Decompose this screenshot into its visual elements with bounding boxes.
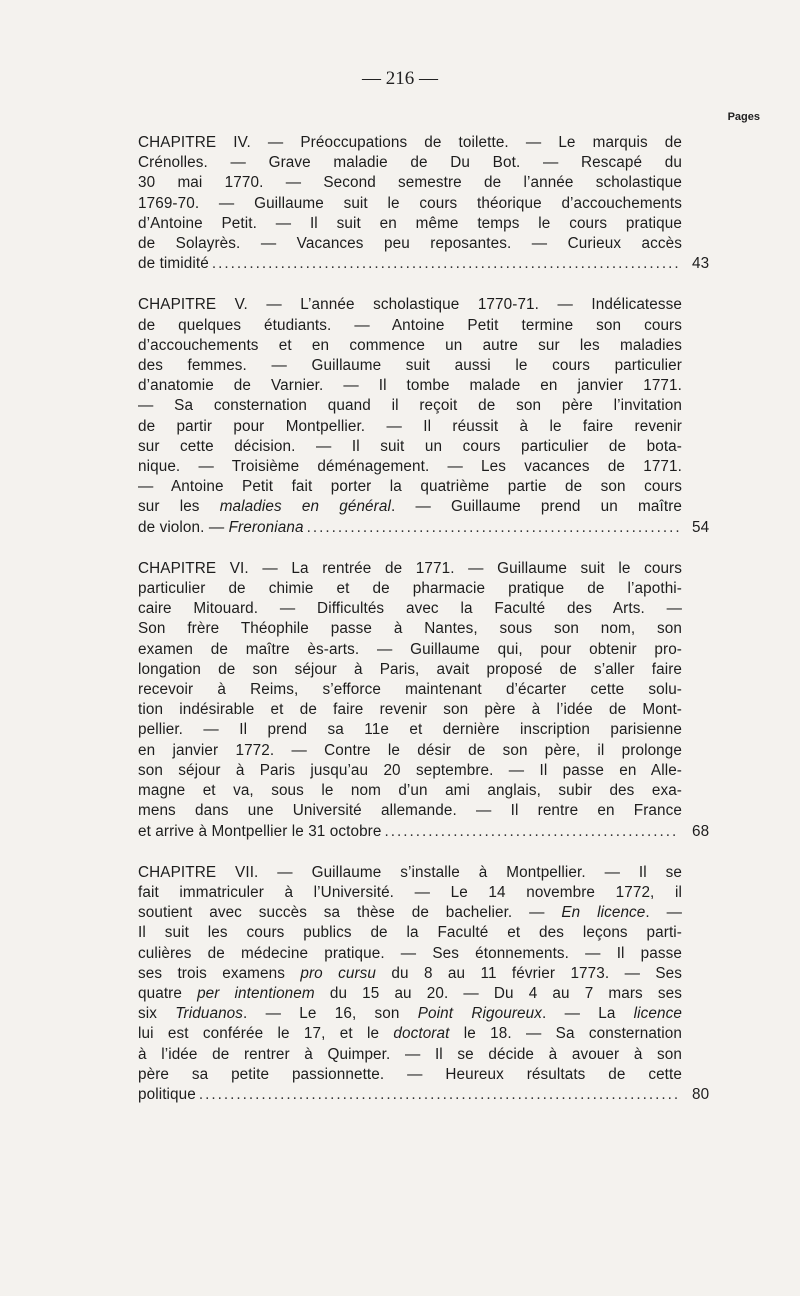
toc-entry-line: [138, 518, 710, 538]
text-segment: CHAPITRE VI. — La rentrée de 1771. — Guillaume suit le cours: [138, 559, 682, 577]
toc-entry-text: [138, 1085, 196, 1105]
text-segment: soutient avec succès sa thèse de bachelier. —: [138, 904, 562, 922]
toc-entry-line: [138, 173, 682, 193]
text-segment: caire Mitouard. — Difficultés avec la Faculté des Arts. —: [138, 600, 682, 618]
toc-entry-line: [138, 903, 682, 923]
toc-entry-text: [138, 518, 304, 538]
text-segment: CHAPITRE VII. — Guillaume s’installe à Montpellier. — Il se: [138, 863, 682, 881]
text-segment: du 15 au 20. — Du 4 au 7 mars ses: [314, 984, 682, 1002]
toc-entry-line: [138, 336, 682, 356]
toc-entry-line: [138, 599, 682, 619]
text-segment: . —: [645, 904, 682, 922]
toc-entry-line: [138, 720, 682, 740]
italic-text: Freroniana: [228, 518, 304, 536]
page-reference-number: 68: [692, 822, 710, 840]
italic-text: Triduanos: [175, 1005, 244, 1023]
toc-entry-line: [138, 700, 682, 720]
text-segment: politique: [138, 1085, 196, 1103]
text-segment: quatre: [138, 984, 198, 1002]
text-segment: et arrive à Montpellier le 31 octobre: [138, 822, 382, 840]
text-segment: du 8 au 11 février 1773. — Ses: [376, 964, 682, 982]
toc-entry-line: [138, 863, 682, 883]
text-segment: d’accouchements et en commence un autre sur les maladies: [138, 336, 682, 354]
italic-text: doctorat: [393, 1025, 450, 1043]
page-reference-number: 80: [692, 1085, 710, 1103]
toc-entry-line: [138, 356, 682, 376]
text-segment: Crénolles. — Grave maladie de Du Bot. — Rescapé du: [138, 154, 682, 172]
toc-entry-line: [138, 660, 682, 680]
page-reference-number: 54: [692, 518, 710, 536]
text-segment: d’Antoine Petit. — Il suit en même temps le cours pratique: [138, 214, 682, 232]
toc-entry-line: [138, 923, 682, 943]
toc-entry: [138, 133, 710, 274]
toc-entry-line: [138, 964, 682, 984]
table-of-contents: [138, 133, 710, 1126]
toc-entry-line: [138, 396, 682, 416]
toc-entry-line: [138, 822, 710, 842]
toc-entry-line: [138, 295, 682, 315]
text-segment: de quelques étudiants. — Antoine Petit termine son cours: [138, 316, 682, 334]
toc-entry-line: [138, 619, 682, 639]
toc-entry-line: [138, 417, 682, 437]
toc-entry-line: [138, 741, 682, 761]
text-segment: sur cette décision. — Il suit un cours particulier de bota-: [138, 437, 682, 455]
toc-entry: [138, 295, 710, 537]
toc-entry-line: [138, 883, 682, 903]
italic-text: maladies en général: [219, 498, 391, 516]
toc-entry-line: [138, 801, 682, 821]
toc-entry-line: [138, 680, 682, 700]
text-segment: son séjour à Paris jusqu’au 20 septembre. — Il passe en Alle-: [138, 761, 682, 779]
text-segment: de Solayrès. — Vacances peu reposantes. — Curieux accès: [138, 235, 682, 253]
text-segment: sur les: [138, 498, 220, 516]
toc-entry-text: [138, 822, 381, 842]
text-segment: ses trois examens: [138, 964, 301, 982]
toc-entry-line: [138, 214, 682, 234]
toc-entry-line: [138, 1004, 682, 1024]
toc-entry-line: [138, 133, 682, 153]
text-segment: CHAPITRE V. — L’année scholastique 1770-71. — Indélicatesse: [138, 296, 682, 314]
toc-entry-line: [138, 376, 682, 396]
text-segment: longation de son séjour à Paris, avait proposé de s’aller faire: [138, 660, 682, 678]
toc-entry-line: [138, 1045, 682, 1065]
toc-entry-line: [138, 781, 682, 801]
toc-entry-line: [138, 761, 682, 781]
toc-entry-line: [138, 194, 682, 214]
text-segment: pellier. — Il prend sa 11e et dernière inscription parisienne: [138, 721, 682, 739]
text-segment: lui est conférée le 17, et le: [138, 1025, 394, 1043]
text-segment: — Antoine Petit fait porter la quatrième partie de son cours: [138, 478, 682, 496]
italic-text: per intentionem: [197, 984, 315, 1002]
dot-leader: [199, 1085, 679, 1105]
italic-text: En licence: [561, 904, 646, 922]
text-segment: d’anatomie de Varnier. — Il tombe malade en janvier 1771.: [138, 377, 682, 395]
text-segment: 1769-70. — Guillaume suit le cours théorique d’accouchements: [138, 194, 682, 212]
toc-entry-line: [138, 234, 682, 254]
toc-entry-line: [138, 497, 682, 517]
toc-entry: [138, 559, 710, 842]
page-reference-number: 43: [692, 255, 710, 273]
text-segment: . — La: [541, 1005, 634, 1023]
dot-leader: [384, 822, 679, 842]
text-segment: particulier de chimie et de pharmacie pratique de l’apothi-: [138, 580, 682, 598]
text-segment: culières de médecine pratique. — Ses étonnements. — Il passe: [138, 944, 682, 962]
text-segment: nique. — Troisième déménagement. — Les vacances de 1771.: [138, 458, 682, 476]
toc-entry-line: [138, 984, 682, 1004]
text-segment: — Sa consternation quand il reçoit de son père l’invitation: [138, 397, 682, 415]
text-segment: magne et va, sous le nom d’un ami anglais, subir des exa-: [138, 782, 682, 800]
text-segment: Il suit les cours publics de la Faculté et des leçons parti-: [138, 924, 682, 942]
dot-leader: [307, 518, 679, 538]
toc-entry-line: [138, 477, 682, 497]
italic-text: pro cursu: [300, 964, 377, 982]
text-segment: recevoir à Reims, s’efforce maintenant d’écarter cette solu-: [138, 681, 682, 699]
text-segment: de violon. —: [138, 518, 229, 536]
text-segment: 30 mai 1770. — Second semestre de l’année scholastique: [138, 174, 682, 192]
page-number: — 216 —: [362, 68, 438, 89]
text-segment: fait immatriculer à l’Université. — Le 14 novembre 1772, il: [138, 883, 682, 901]
toc-entry-line: [138, 640, 682, 660]
text-segment: tion indésirable et de faire revenir son père à l’idée de Mont-: [138, 701, 682, 719]
text-segment: de timidité: [138, 255, 209, 273]
toc-entry-line: [138, 153, 682, 173]
dot-leader: [212, 254, 679, 274]
text-segment: Son frère Théophile passe à Nantes, sous son nom, son: [138, 620, 682, 638]
toc-entry-line: [138, 579, 682, 599]
toc-entry-line: [138, 944, 682, 964]
toc-entry-line: [138, 1085, 710, 1105]
pages-column-label: Pages: [727, 111, 760, 123]
toc-entry-line: [138, 1065, 682, 1085]
text-segment: de partir pour Montpellier. — Il réussit à le faire revenir: [138, 417, 682, 435]
italic-text: Point Rigoureux: [417, 1005, 542, 1023]
text-segment: père sa petite passionnette. — Heureux résultats de cette: [138, 1065, 682, 1083]
toc-entry: [138, 863, 710, 1105]
italic-text: licence: [633, 1005, 682, 1023]
text-segment: six: [138, 1005, 176, 1023]
toc-entry-line: [138, 316, 682, 336]
text-segment: . — Le 16, son: [243, 1005, 418, 1023]
toc-entry-line: [138, 437, 682, 457]
text-segment: mens dans une Université allemande. — Il rentre en France: [138, 802, 682, 820]
text-segment: examen de maître ès-arts. — Guillaume qui, pour obtenir pro-: [138, 640, 682, 658]
text-segment: . — Guillaume prend un maître: [390, 498, 682, 516]
toc-entry-text: [138, 254, 209, 274]
toc-entry-line: [138, 559, 682, 579]
text-segment: à l’idée de rentrer à Quimper. — Il se décide à avouer à son: [138, 1045, 682, 1063]
text-segment: des femmes. — Guillaume suit aussi le cours particulier: [138, 357, 682, 375]
text-segment: CHAPITRE IV. — Préoccupations de toilette. — Le marquis de: [138, 134, 682, 151]
text-segment: le 18. — Sa consternation: [449, 1025, 682, 1043]
toc-entry-line: [138, 1024, 682, 1044]
text-segment: en janvier 1772. — Contre le désir de son père, il prolonge: [138, 741, 682, 759]
toc-entry-line: [138, 457, 682, 477]
toc-entry-line: [138, 254, 710, 274]
